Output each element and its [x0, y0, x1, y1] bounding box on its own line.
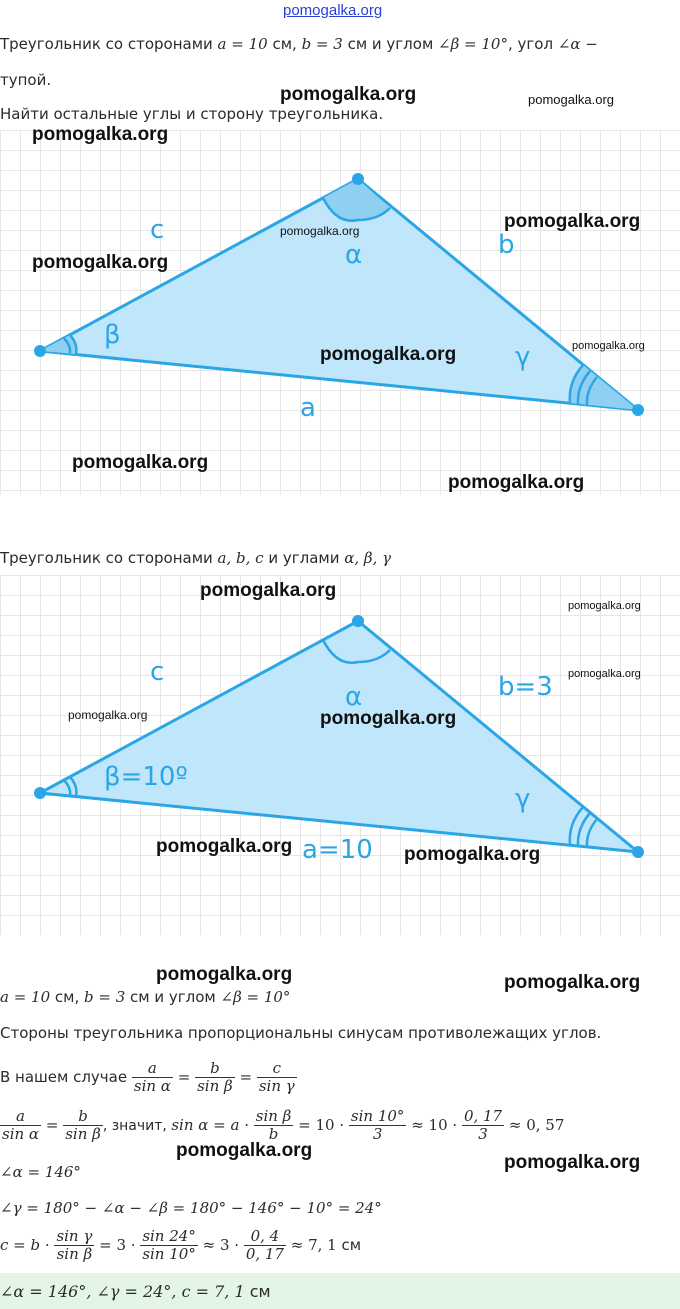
- unit-cm: см,: [267, 35, 302, 53]
- frac-num: c: [257, 1060, 297, 1078]
- fraction-b-sin-beta: [195, 1060, 235, 1095]
- watermark: pomogalka.org: [176, 1140, 313, 1161]
- fraction-04-017: [244, 1228, 286, 1263]
- watermark: pomogalka.org: [504, 1152, 641, 1173]
- unit-cm-c: см: [336, 1236, 362, 1254]
- answer-line: [0, 1282, 271, 1301]
- c-eq: c = b ·: [0, 1236, 50, 1254]
- frac-num: sin 24°: [142, 1227, 196, 1245]
- fraction-c-sin-gamma: [257, 1060, 297, 1095]
- caption-angles: α, β, γ: [344, 549, 392, 567]
- caption-text-2: и углами: [263, 549, 345, 567]
- equals-sign: =: [177, 1068, 191, 1086]
- math-beta: ∠β = 10°: [438, 35, 508, 53]
- fraction-sin-gamma-sin-beta: [54, 1228, 94, 1263]
- fig1-label-beta: β: [104, 320, 121, 350]
- fig1-label-c: c: [150, 215, 165, 245]
- watermark: pomogalka.org: [280, 84, 417, 105]
- watermark: pomogalka.org: [528, 92, 614, 107]
- equals-sign: =: [45, 1116, 59, 1134]
- watermark: pomogalka.org: [404, 844, 541, 865]
- frac-num: sin 10°: [350, 1107, 405, 1125]
- case-text: В нашем случае: [0, 1068, 128, 1086]
- frac-den: sin β: [65, 1125, 101, 1143]
- gamma-line: ∠γ = 180° − ∠α − ∠β = 180° − 146° − 10° = 24°: [0, 1199, 382, 1217]
- znachit-text: , значит,: [102, 1118, 172, 1134]
- fraction-a-sin-alpha-2: [0, 1108, 41, 1143]
- top-watermark-link[interactable]: pomogalka.org: [283, 2, 383, 19]
- math-a: a = 10: [217, 35, 268, 53]
- frac-den: b: [268, 1125, 279, 1143]
- law-of-sines-text: Стороны треугольника пропорциональны синусам противолежащих углов.: [0, 1024, 602, 1042]
- fig2-label-beta: β=10º: [104, 762, 188, 792]
- answer-unit: см: [244, 1282, 271, 1301]
- fig2-label-b: b=3: [498, 672, 553, 702]
- fig1-label-gamma: γ: [515, 342, 531, 372]
- watermark: pomogalka.org: [72, 452, 209, 473]
- watermark: pomogalka.org: [68, 708, 148, 722]
- frac-num: a: [0, 1108, 41, 1126]
- frac-den: sin α: [133, 1077, 171, 1095]
- frac-num: 0, 17: [463, 1107, 503, 1125]
- watermark: pomogalka.org: [156, 836, 293, 857]
- frac-den: sin γ: [258, 1077, 295, 1095]
- watermark: pomogalka.org: [572, 340, 645, 352]
- fig2-label-alpha: α: [345, 682, 363, 712]
- c-line: [0, 1228, 361, 1263]
- alpha-value: ∠α = 146°: [0, 1163, 81, 1181]
- approx-71: ≈ 7, 1: [290, 1236, 337, 1254]
- given-a: a = 10: [0, 988, 51, 1006]
- frac-num: b: [63, 1108, 103, 1126]
- case-line: [0, 1060, 297, 1095]
- eq-10: = 10 ·: [298, 1116, 345, 1134]
- eq-3: = 3 ·: [99, 1236, 136, 1254]
- frac-den: 3: [372, 1125, 383, 1143]
- frac-num: sin γ: [56, 1227, 93, 1245]
- problem-line-2: тупой.: [0, 71, 52, 89]
- given-unit: см,: [50, 988, 85, 1006]
- fig1-label-alpha: α: [345, 240, 363, 270]
- sin-alpha-line: [0, 1108, 564, 1143]
- math-b: b = 3: [301, 35, 343, 53]
- approx-3: ≈ 3 ·: [202, 1236, 240, 1254]
- given-beta: ∠β = 10°: [220, 988, 291, 1006]
- fig1-label-a: a: [300, 393, 316, 423]
- frac-num: b: [195, 1060, 235, 1078]
- frac-den: sin 10°: [142, 1245, 196, 1263]
- frac-num: sin β: [255, 1107, 292, 1125]
- watermark: pomogalka.org: [320, 344, 457, 365]
- caption-text: Треугольник со сторонами: [0, 549, 218, 567]
- fraction-sin10-3: [349, 1108, 407, 1143]
- unit-cm-2: см и углом: [342, 35, 439, 53]
- watermark: pomogalka.org: [32, 252, 169, 273]
- fraction-017-3: [462, 1108, 504, 1143]
- frac-den: 3: [478, 1125, 488, 1143]
- fig1-label-b: b: [498, 230, 515, 260]
- problem-text: Треугольник со сторонами: [0, 35, 218, 53]
- watermark: pomogalka.org: [200, 580, 337, 601]
- frac-den: sin β: [56, 1245, 93, 1263]
- approx-057: ≈ 0, 57: [508, 1116, 565, 1134]
- watermark: pomogalka.org: [320, 708, 457, 729]
- fraction-b-sin-beta-2: [63, 1108, 103, 1143]
- math-alpha: ∠α −: [557, 35, 598, 53]
- caption-sides: a, b, c: [217, 549, 264, 567]
- frac-num: 0, 4: [244, 1228, 286, 1246]
- frac-den: 0, 17: [245, 1245, 284, 1263]
- given-line: [0, 988, 290, 1006]
- fig2-label-c: c: [150, 657, 165, 687]
- problem-text-2: , угол: [507, 35, 558, 53]
- fig2-label-a: a=10: [302, 835, 373, 865]
- fraction-a-sin-alpha: [132, 1060, 173, 1095]
- frac-den: sin α: [2, 1125, 40, 1143]
- watermark: pomogalka.org: [156, 964, 293, 985]
- equals-sign: =: [239, 1068, 253, 1086]
- watermark: pomogalka.org: [280, 224, 360, 238]
- watermark: pomogalka.org: [32, 124, 169, 145]
- given-unit-2: см и углом: [125, 988, 221, 1006]
- problem-line-3: Найти остальные углы и сторону треугольника.: [0, 105, 384, 123]
- answer-math: ∠α = 146°, ∠γ = 24°, c = 7, 1: [0, 1282, 245, 1301]
- watermark: pomogalka.org: [568, 668, 641, 680]
- fraction-sin-beta-b: [254, 1108, 294, 1143]
- fraction-sin24-sin10: [140, 1228, 198, 1263]
- watermark: pomogalka.org: [504, 211, 641, 232]
- approx-10: ≈ 10 ·: [411, 1116, 458, 1134]
- frac-num: a: [132, 1060, 173, 1078]
- sin-alpha-eq: sin α = a ·: [171, 1116, 249, 1134]
- watermark: pomogalka.org: [504, 972, 641, 993]
- given-b: b = 3: [84, 988, 126, 1006]
- watermark: pomogalka.org: [448, 472, 585, 493]
- frac-den: sin β: [197, 1077, 233, 1095]
- fig2-label-gamma: γ: [515, 784, 531, 814]
- watermark: pomogalka.org: [568, 600, 641, 612]
